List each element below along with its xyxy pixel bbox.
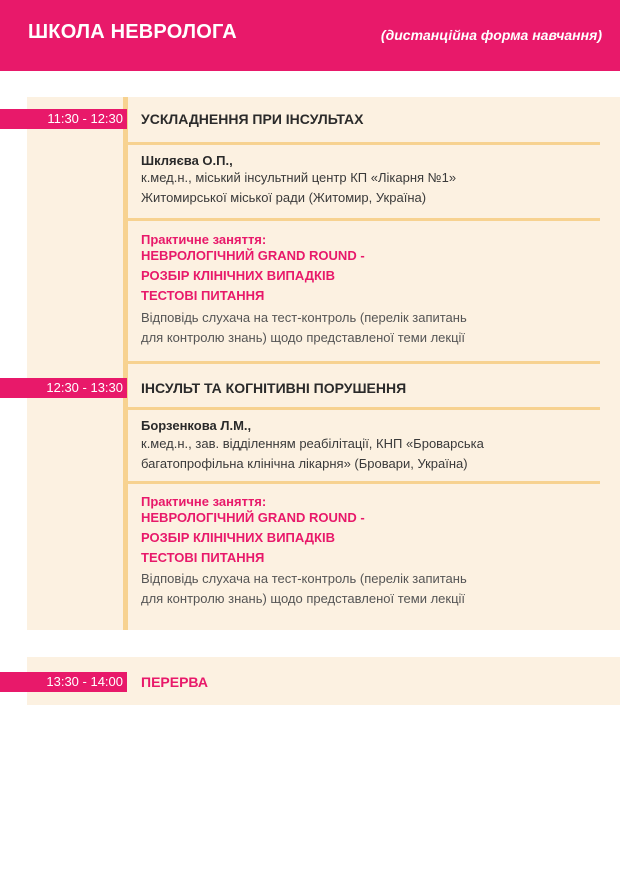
practice-description [141, 308, 467, 348]
description-line: Відповідь слухача на тест-контроль (перелік запитань [141, 571, 467, 586]
description-line: Відповідь слухача на тест-контроль (перелік запитань [141, 310, 467, 325]
speaker-affiliation [141, 434, 484, 474]
session-title: УСКЛАДНЕННЯ ПРИ ІНСУЛЬТАХ [141, 111, 364, 127]
practice-topics [141, 246, 365, 306]
speaker-name: Борзенкова Л.М., [141, 418, 252, 433]
practice-topic-line: ТЕСТОВІ ПИТАННЯ [141, 550, 265, 565]
divider [128, 361, 600, 364]
session-time-badge: 12:30 - 13:30 [0, 378, 127, 398]
description-line: для контролю знань) щодо представленої теми лекції [141, 591, 466, 606]
affiliation-line: багатопрофільна клінічна лікарня» (Бровари, Україна) [141, 456, 468, 471]
session-title: ІНСУЛЬТ ТА КОГНІТИВНІ ПОРУШЕННЯ [141, 380, 407, 396]
affiliation-line: к.мед.н., міський інсультний центр КП «Лікарня №1» [141, 170, 457, 185]
divider [128, 218, 600, 221]
affiliation-line: Житомирської міської ради (Житомир, Україна) [141, 190, 427, 205]
practice-description [141, 569, 467, 609]
break-title: ПЕРЕРВА [141, 674, 208, 690]
practice-topic-line: НЕВРОЛОГІЧНИЙ GRAND ROUND - [141, 510, 365, 525]
page-title: ШКОЛА НЕВРОЛОГА [28, 21, 237, 43]
speaker-name: Шкляєва О.П., [141, 153, 233, 168]
page-subtitle: (дистанційна форма навчання) [380, 27, 602, 43]
description-line: для контролю знань) щодо представленої теми лекції [141, 330, 466, 345]
practice-topic-line: РОЗБІР КЛІНІЧНИХ ВИПАДКІВ [141, 530, 335, 545]
session-time-badge: 11:30 - 12:30 [0, 109, 127, 129]
divider [128, 407, 600, 410]
break-time-badge: 13:30 - 14:00 [0, 672, 127, 692]
affiliation-line: к.мед.н., зав. відділенням реабілітації, КНП «Броварська [141, 436, 484, 451]
page-header [0, 0, 620, 71]
practice-topic-line: РОЗБІР КЛІНІЧНИХ ВИПАДКІВ [141, 268, 335, 283]
practice-topic-line: ТЕСТОВІ ПИТАННЯ [141, 288, 265, 303]
practice-topic-line: НЕВРОЛОГІЧНИЙ GRAND ROUND - [141, 248, 365, 263]
speaker-affiliation [141, 168, 456, 208]
divider [128, 481, 600, 484]
practice-label: Практичне заняття: [141, 494, 267, 509]
divider [128, 142, 600, 145]
practice-topics [141, 508, 365, 568]
practice-label: Практичне заняття: [141, 232, 267, 247]
